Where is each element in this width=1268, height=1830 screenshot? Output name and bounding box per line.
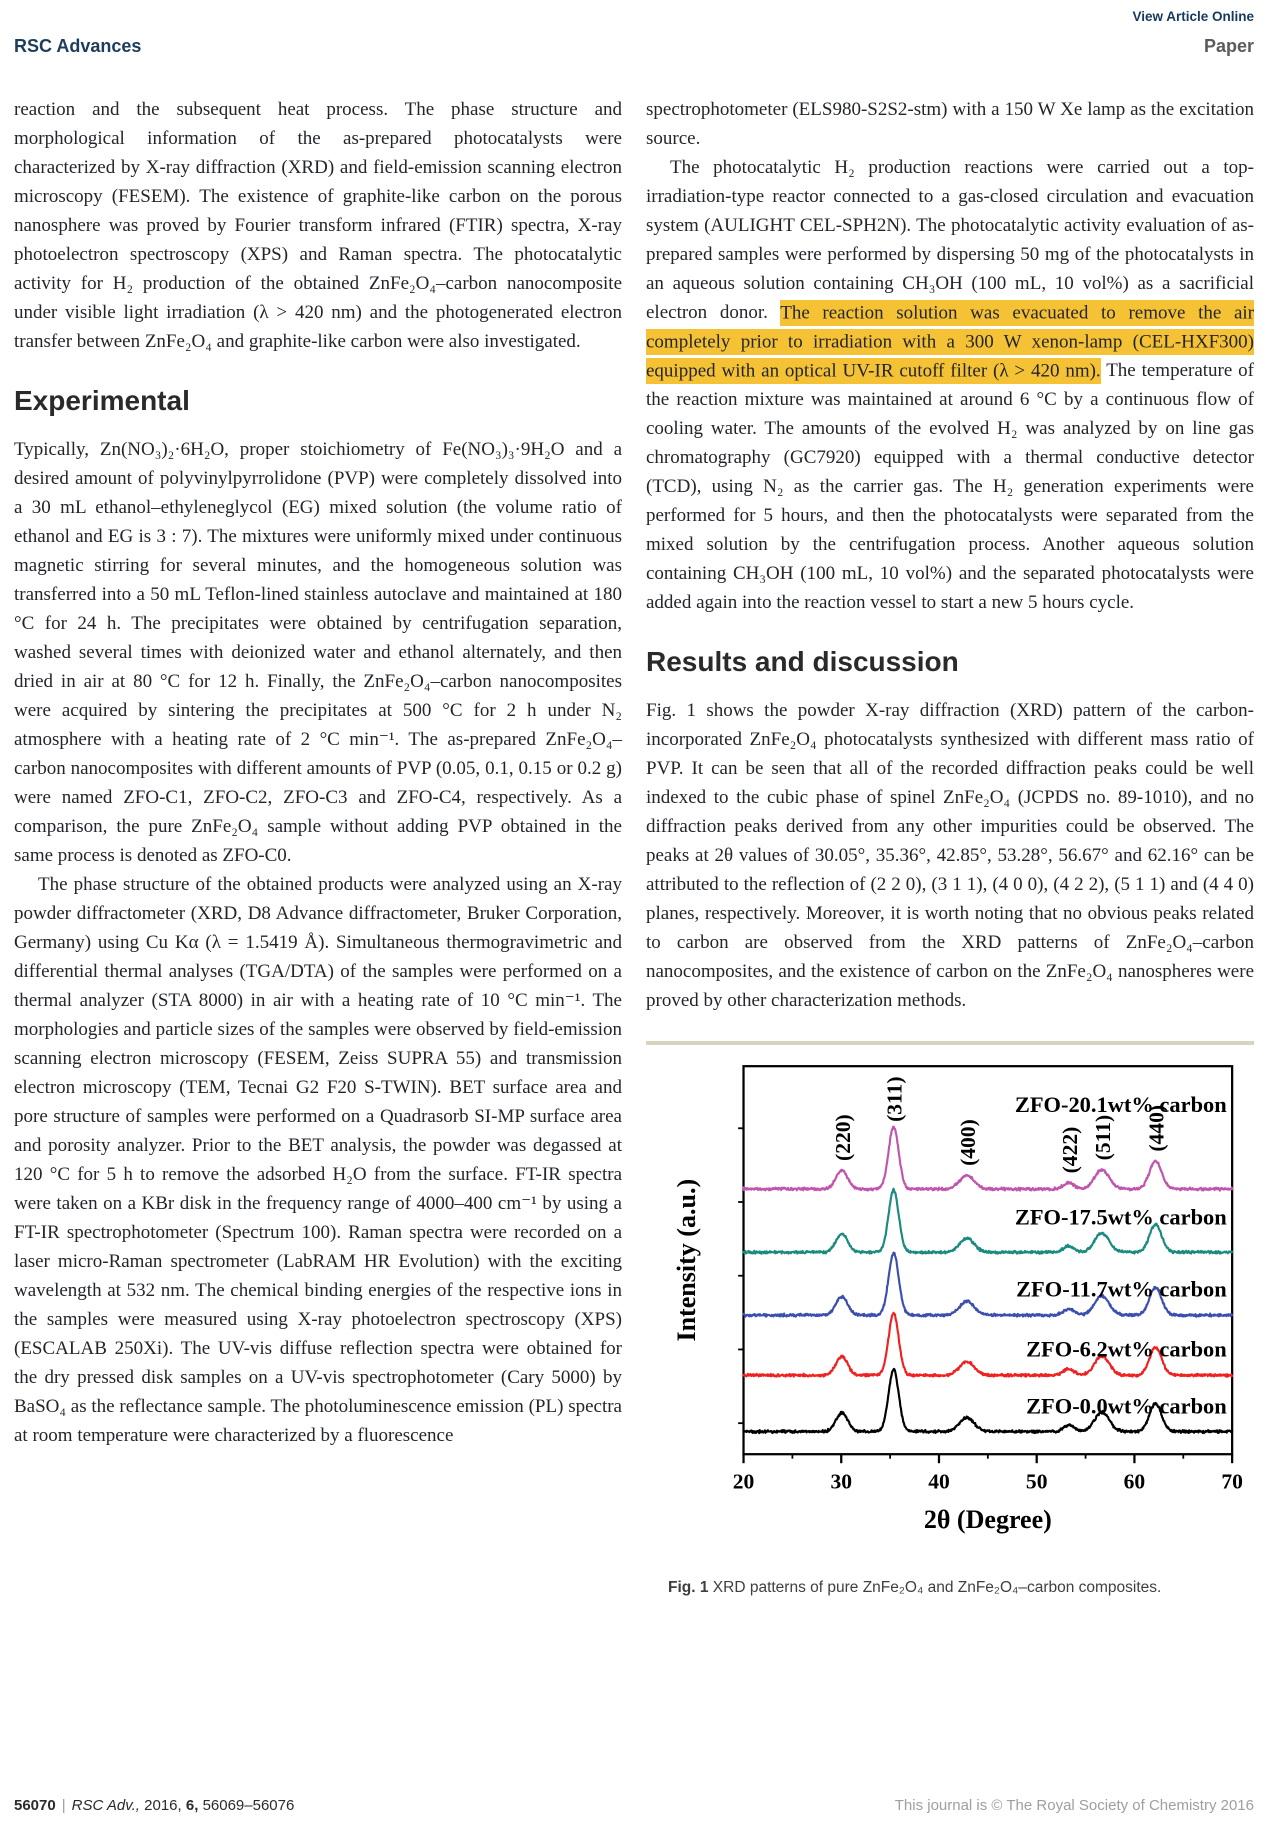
two-column-body — [0, 95, 1268, 1599]
results-heading: Results and discussion — [646, 646, 959, 677]
svg-text:2θ (Degree): 2θ (Degree) — [923, 1504, 1052, 1534]
intro-paragraph: reaction and the subsequent heat process. The phase structure and morphological information of the as-prepared photocatalysts were characterized by X-ray diffraction (XRD) and field-emission scanning electron microscopy (FESEM). The existence of graphite-like carbon on the porous nanosphere was proved by Fourier transform infrared (FTIR) spectra, X-ray photoelectron spectroscopy (XPS) and Raman spectra. The photocatalytic activity for H₂ production of the obtained ZnFe₂O₄–carbon nanocomposite under visible light irradiation (λ > 420 nm) and the photogenerated electron transfer between ZnFe₂O₄ and graphite-like carbon were also investigated. — [14, 99, 622, 352]
photocatalytic-text-pre: The photocatalytic H₂ production reactions were carried out a top-irradiation-type reactor connected to a gas-closed circulation and evacuation system (AULIGHT CEL-SPH2N). The photocatalytic activity evaluation of as-prepared samples were performed by dispersing 50 mg of the photocatalysts in an aqueous solution containing CH₃OH (100 mL, 10 vol%) as a sacrificial electron donor. — [646, 157, 1254, 323]
svg-text:60: 60 — [1123, 1469, 1146, 1494]
figure-1 — [668, 1059, 1243, 1599]
svg-text:Intensity (a.u.): Intensity (a.u.) — [672, 1178, 702, 1342]
experimental-heading: Experimental — [14, 385, 190, 416]
svg-text:ZFO-6.2wt% carbon: ZFO-6.2wt% carbon — [1026, 1336, 1227, 1362]
figure-caption-label: Fig. 1 — [668, 1578, 709, 1596]
highlighted-text: The reaction solution was evacuated to remove the air completely prior to irradiation with a 300 W xenon-lamp (CEL-HXF300) equipped with an optical UV-IR cutoff filter (λ > 420 nm). — [646, 300, 1254, 384]
svg-text:50: 50 — [1025, 1469, 1048, 1494]
results-paragraph: Fig. 1 shows the powder X-ray diffraction (XRD) pattern of the carbon-incorporated ZnFe₂O₄ photocatalysts synthesized with different mass ratio of PVP. It can be seen that all of the recorded diffraction peaks could be well indexed to the cubic phase of spinel ZnFe₂O₄ (JCPDS no. 89-1010), and no diffraction peaks derived from any other impurities could be observed. The peaks at 2θ values of 30.05°, 35.36°, 42.85°, 53.28°, 56.67° and 62.16° can be attributed to the reflection of (2 2 0), (3 1 1), (4 0 0), (4 2 2), (5 1 1) and (4 4 0) planes, respectively. Moreover, it is worth noting that no obvious peaks related to carbon are observed from the XRD patterns of ZnFe₂O₄–carbon nanocomposites, and the existence of carbon on the ZnFe₂O₄ nanospheres were proved by other characterization methods. — [646, 699, 1254, 1011]
citation-year: 2016, — [144, 1797, 182, 1814]
svg-text:(400): (400) — [955, 1119, 980, 1166]
photocatalytic-paragraph — [646, 153, 1254, 617]
article-type-label: Paper — [1203, 36, 1254, 56]
citation-pages: 56069–56076 — [202, 1797, 295, 1814]
synthesis-paragraph: Typically, Zn(NO₃)₂·6H₂O, proper stoichiometry of Fe(NO₃)₃·9H₂O and a desired amount of polyvinylpyrrolidone (PVP) were completely dissolved into a 30 mL ethanol–ethyleneglycol (EG) mixed solution (the volume ratio of ethanol and EG is 3 : 7). The mixtures were uniformly mixed under continuous magnetic stirring for several minutes, and the homogeneous solution was transferred into a 50 mL Teflon-lined stainless autoclave and maintained at 180 °C for 24 h. The precipitates were obtained by centrifugation separation, washed several times with deionized water and ethanol alternately, and then dried in air at 80 °C for 12 h. Finally, the ZnFe₂O₄–carbon nanocomposites were acquired by sintering the precipitates at 500 °C for 2 h under N₂ atmosphere with a heating rate of 2 °C min⁻¹. The as-prepared ZnFe₂O₄–carbon nanocomposites with different amounts of PVP (0.05, 0.1, 0.15 or 0.2 g) were named ZFO-C1, ZFO-C2, ZFO-C3 and ZFO-C4, respectively. As a comparison, the pure ZnFe₂O₄ sample without adding PVP obtained in the same process is denoted as ZFO-C0. — [14, 438, 622, 866]
svg-text:70: 70 — [1221, 1469, 1243, 1494]
svg-text:(220): (220) — [830, 1114, 855, 1161]
page-number: 56070 — [14, 1797, 56, 1814]
svg-text:30: 30 — [830, 1469, 853, 1494]
svg-text:20: 20 — [732, 1469, 755, 1494]
right-column — [646, 95, 1254, 1599]
svg-text:ZFO-0.0wt% carbon: ZFO-0.0wt% carbon — [1026, 1393, 1227, 1419]
svg-text:ZFO-17.5wt% carbon: ZFO-17.5wt% carbon — [1014, 1204, 1227, 1230]
photocatalytic-text-post: The temperature of the reaction mixture was maintained at around 6 °C by a continuous flow of cooling water. The amounts of the evolved H₂ was analyzed by on line gas chromatography (GC7920) equipped with a thermal conductive detector (TCD), using N₂ as the carrier gas. The H₂ generation experiments were performed for 5 hours, and then the photocatalysts were separated from the mixed solution by the centrifugation process. Another aqueous solution containing CH₃OH (100 mL, 10 vol%) and the separated photocatalysts were added again into the reaction vessel to start a new 5 hours cycle. — [646, 360, 1254, 613]
figure-caption — [668, 1576, 1243, 1599]
footer-copyright: This journal is © The Royal Society of Chemistry 2016 — [894, 1797, 1254, 1814]
svg-text:ZFO-20.1wt% carbon: ZFO-20.1wt% carbon — [1014, 1091, 1227, 1117]
svg-text:(311): (311) — [882, 1076, 907, 1122]
journal-title: RSC Advances — [14, 36, 142, 56]
left-column — [14, 95, 622, 1599]
xrd-chart — [668, 1059, 1243, 1562]
svg-text:40: 40 — [928, 1469, 950, 1494]
svg-text:(511): (511) — [1090, 1114, 1115, 1161]
figure-divider — [646, 1041, 1254, 1045]
citation-volume: 6, — [185, 1797, 199, 1814]
figure-caption-text: XRD patterns of pure ZnFe₂O₄ and ZnFe₂O₄–carbon composites. — [712, 1578, 1162, 1596]
svg-text:(440): (440) — [1144, 1104, 1169, 1152]
citation-journal: RSC Adv., — [71, 1797, 140, 1814]
page-header — [0, 26, 1268, 57]
svg-text:ZFO-11.7wt% carbon: ZFO-11.7wt% carbon — [1016, 1276, 1227, 1302]
svg-text:(422): (422) — [1057, 1126, 1082, 1174]
characterization-paragraph: The phase structure of the obtained products were analyzed using an X-ray powder diffractometer (XRD, D8 Advance diffractometer, Bruker Corporation, Germany) using Cu Kα (λ = 1.5419 Å). Simultaneous thermogravimetric and differential thermal analyses (TGA/DTA) of the samples were performed on a thermal analyzer (STA 8000) in air with a heating rate of 10 °C min⁻¹. The morphologies and particle sizes of the samples were observed by field-emission scanning electron microscopy (FESEM, Zeiss SUPRA 55) and transmission electron microscopy (TEM, Tecnai G2 F20 S-TWIN). BET surface area and pore structure of samples were performed on a Quadrasorb SI-MP surface area and porosity analyzer. Prior to the BET analysis, the powder was degassed at 120 °C for 5 h to remove the adsorbed H₂O from the surface. FT-IR spectra were taken on a KBr disk in the frequency range of 4000–400 cm⁻¹ by using a FT-IR spectrophotometer (Spectrum 100). Raman spectra were recorded on a laser micro-Raman spectrometer (LabRAM HR Evolution) with the exciting wavelength at 532 nm. The chemical binding energies of the respective ions in the samples were measured using X-ray photoelectron spectroscopy (XPS) (ESCALAB 250Xi). The UV-vis diffuse reflection spectra were obtained for the dry pressed disk samples on a UV-vis spectrophotometer (Cary 5000) by BaSO₄ as the reflectance sample. The photoluminescence emission (PL) spectra at room temperature were characterized by a fluorescence — [14, 873, 622, 1446]
footer-separator: | — [61, 1797, 66, 1814]
continuation-paragraph: spectrophotometer (ELS980-S2S2-stm) with a 150 W Xe lamp as the excitation source. — [646, 99, 1254, 149]
topbar — [0, 0, 1268, 26]
footer-citation — [14, 1797, 294, 1814]
view-article-online-link[interactable]: View Article Online — [1132, 9, 1254, 24]
page-footer — [0, 1797, 1268, 1814]
